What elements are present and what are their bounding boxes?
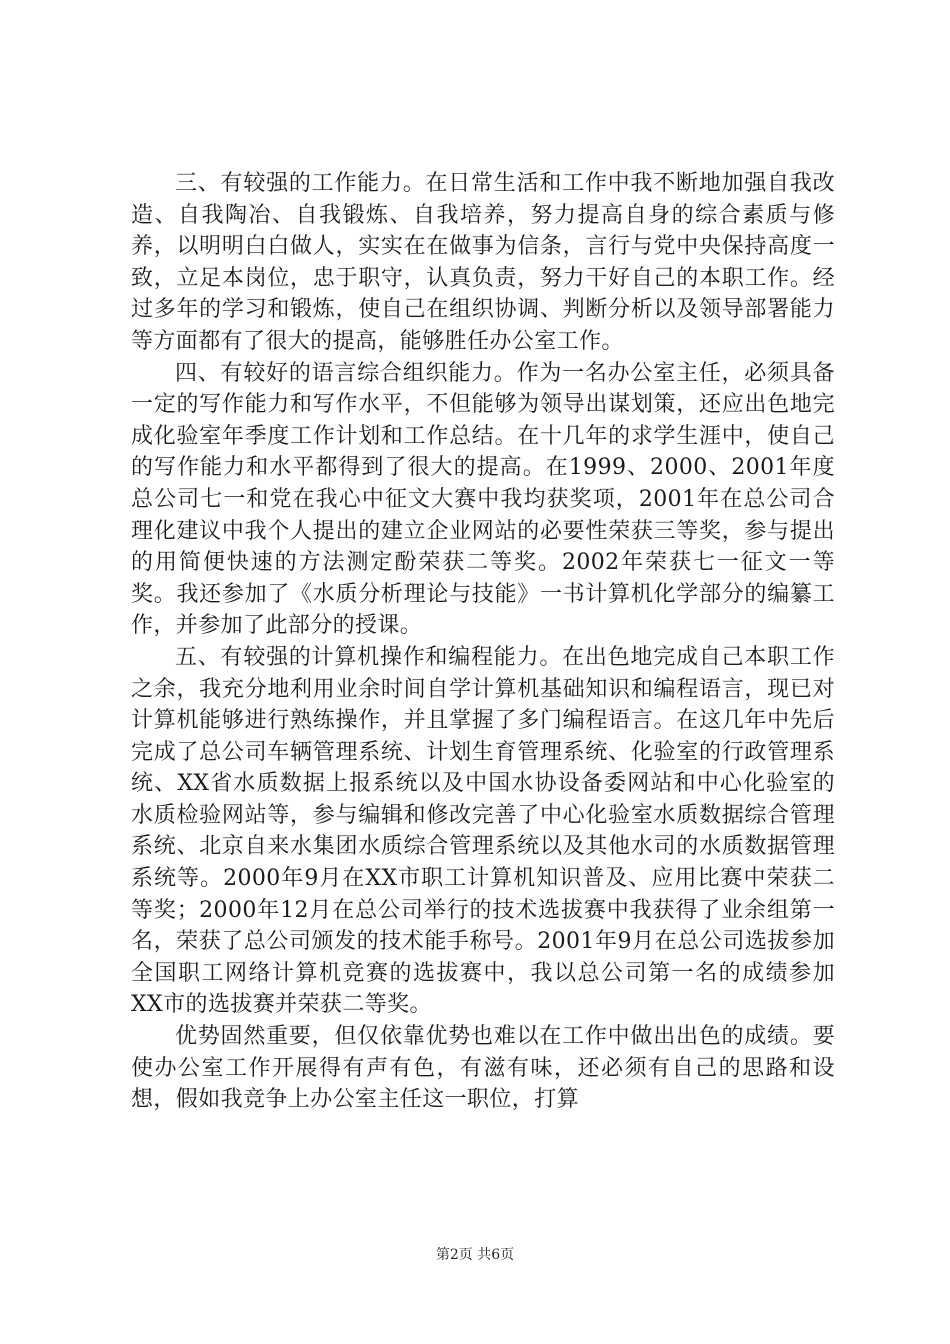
paragraph-computer-ability: 五、有较强的计算机操作和编程能力。在出色地完成自己本职工作之余，我充分地利用业余时间自学计算机基础知识和编程语言，现已对计算机能够进行熟练操作，并且掌握了多门编程语言。在这几年中先后完成了总公司车辆管理系统、计划生育管理系统、化验室的行政管理系统、XX省水质数据上报系统以及中国水协设备委网站和中心化验室的水质检验网站等，参与编辑和修改完善了中心化验室水质数据综合管理系统、北京自来水集团水质综合管理系统以及其他水司的水质数据管理系统等。2000年9月在XX市职工计算机知识普及、应用比赛中荣获二等奖；2000年12月在总公司举行的技术选拔赛中我获得了业余组第一名，荣获了总公司颁发的技术能手称号。2001年9月在总公司选拔参加全国职工网络计算机竞赛的选拔赛中，我以总公司第一名的成绩参加XX市的选拔赛并荣获二等奖。: [131, 644, 835, 1018]
paragraph-advantages-plan: 优势固然重要，但仅依靠优势也难以在工作中做出出色的成绩。要使办公室工作开展得有声有色，有滋有味，还必须有自己的思路和设想，假如我竞争上办公室主任这一职位，打算: [131, 1024, 835, 1113]
paragraph-work-ability: 三、有较强的工作能力。在日常生活和工作中我不断地加强自我改造、自我陶冶、自我锻炼、自我培养，努力提高自身的综合素质与修养，以明明白白做人，实实在在做事为信条，言行与党中央保持高度一致，立足本岗位，忠于职守，认真负责，努力干好自己的本职工作。经过多年的学习和锻炼，使自己在组织协调、判断分析以及领导部署能力等方面都有了很大的提高，能够胜任办公室工作。: [131, 171, 835, 354]
document-body: [131, 168, 835, 1116]
page-number-footer: 第2页 共6页: [435, 1247, 515, 1263]
paragraph-language-ability: 四、有较好的语言综合组织能力。作为一名办公室主任，必须具备一定的写作能力和写作水平，不但能够为领导出谋划策，还应出色地完成化验室年季度工作计划和工作总结。在十几年的求学生涯中，使自己的写作能力和水平都得到了很大的提高。在1999、2000、2001年度总公司七一和党在我心中征文大赛中我均获奖项，2001年在总公司合理化建议中我个人提出的建立企业网站的必要性荣获三等奖，参与提出的用简便快速的方法测定酚荣获二等奖。2002年荣获七一征文一等奖。我还参加了《水质分析理论与技能》一书计算机化学部分的编纂工作，并参加了此部分的授课。: [131, 360, 835, 639]
